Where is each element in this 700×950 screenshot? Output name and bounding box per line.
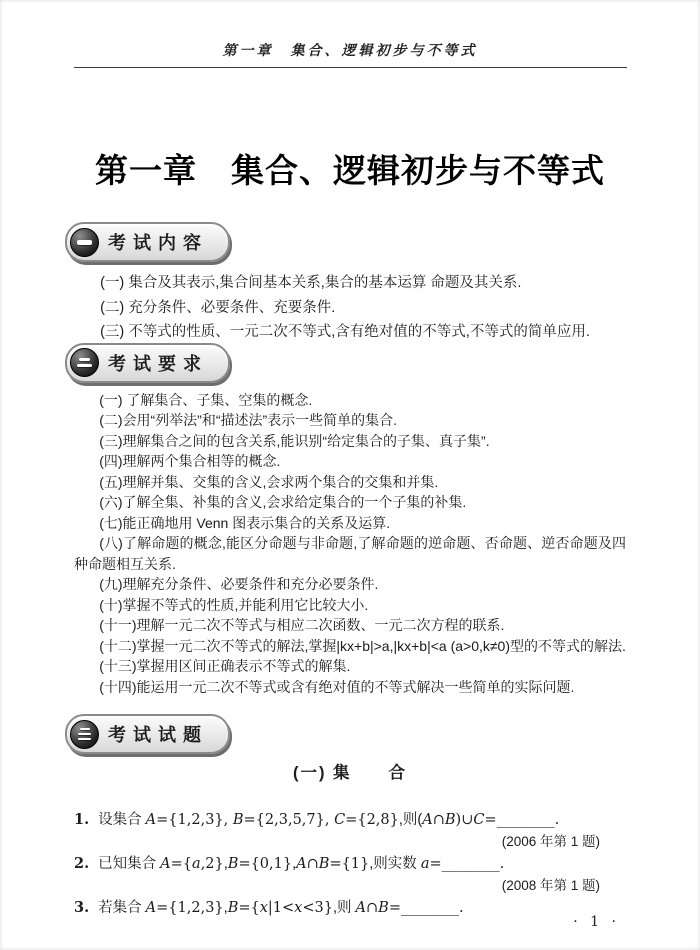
question-text-segment: 设集合 <box>98 812 146 828</box>
content-item: (三) 不等式的性质、一元二次不等式,含有绝对值的不等式,不等式的简单应用. <box>100 324 590 340</box>
question-text-segment: A <box>145 900 157 916</box>
question-text-segment: <3} <box>302 900 333 916</box>
content-item: (十二)掌握一元二次不等式的解法,掌握|kx+b|>a,|kx+b|<a (a>0,k≠0)型的不等式的解法. <box>99 637 626 654</box>
question <box>74 897 626 919</box>
question-text-segment: ,则( <box>398 812 423 828</box>
question-text-segment: C <box>473 812 485 828</box>
question <box>74 853 626 875</box>
exam-requirements-list <box>74 390 626 698</box>
question-text-segment: A <box>145 812 157 828</box>
question-text-segment: ∩ <box>366 900 379 916</box>
question-text-segment: ∩ <box>432 812 445 828</box>
question-text-segment: ={1,2,3}, <box>156 812 233 828</box>
exercise-subheading: (一) 集 合 <box>292 764 408 782</box>
content-item: (八)了解命题的概念,能区分命题与非命题,了解命题的逆命题、否命题、逆否命题及四种命题相互关系. <box>74 535 626 572</box>
content-item: (二)会用“列举法”和“描述法”表示一些简单的集合. <box>99 412 398 428</box>
circled-two-icon <box>70 348 99 377</box>
question-text-segment: 已知集合 <box>98 856 161 872</box>
question-text-segment: B <box>227 856 239 872</box>
question-text-segment: A <box>296 856 307 872</box>
question-text-segment: B <box>318 856 330 872</box>
question-text-segment: ∩ <box>306 856 319 872</box>
question-text-segment: , <box>223 900 228 916</box>
question-text-segment: , <box>292 856 297 872</box>
question-list <box>74 809 626 919</box>
question-text-segment: ={ <box>170 856 193 872</box>
question-text-segment: x <box>259 900 268 916</box>
question-text-segment: ={2,8} <box>345 812 399 828</box>
question-text-segment: a <box>192 856 201 872</box>
content-item: (十四)能运用一元二次不等式或含有绝对值的不等式解决一些简单的实际问题. <box>99 678 575 695</box>
section-badge-label: 考试要求 <box>108 353 208 374</box>
question-text-segment: ________ <box>441 856 500 872</box>
content-item: (四)理解两个集合相等的概念. <box>99 453 281 469</box>
content-item: (一) 了解集合、子集、空集的概念. <box>99 391 313 408</box>
question-text-segment: B <box>378 900 389 916</box>
section-badge-label: 考试内容 <box>108 233 208 253</box>
question-text-segment: , <box>223 856 228 872</box>
question-text-segment: B <box>232 812 244 828</box>
question-number: 3. <box>74 899 90 916</box>
chapter-title: 第一章 集合、逻辑初步与不等式 <box>95 152 605 189</box>
content-item: (一) 集合及其表示,集合间基本关系,集合的基本运算 命题及其关系. <box>100 275 522 291</box>
question-text-segment: B <box>227 900 239 916</box>
question-text-segment: ,则实数 <box>369 856 421 872</box>
question-text-segment: ,2} <box>200 856 224 872</box>
question-text-segment: x <box>294 900 303 916</box>
question-text-segment: . <box>458 900 464 916</box>
question-text-segment: ={ <box>238 900 260 916</box>
question-text-segment: A <box>160 856 171 872</box>
content-item: (九)理解充分条件、必要条件和充分必要条件. <box>99 576 379 592</box>
question-text-segment: . <box>554 812 560 828</box>
question-text-segment: = <box>484 812 497 828</box>
content-item: (六)了解全集、补集的含义,会求给定集合的一个子集的补集. <box>99 494 467 510</box>
question-text-segment: . <box>499 856 505 872</box>
question-text-segment: ={1} <box>329 856 370 872</box>
content-item: (十)掌握不等式的性质,并能利用它比较大小. <box>99 596 369 613</box>
circled-one-icon <box>70 228 99 257</box>
question-text-segment: ,则 <box>332 900 356 916</box>
page-content <box>74 148 626 919</box>
running-header: 第一章 集合、逻辑初步与不等式 <box>222 43 478 59</box>
content-item: (三)理解集合之间的包含关系,能识别“给定集合的子集、真子集”. <box>99 432 490 449</box>
question-text-segment: ={0,1} <box>238 856 293 872</box>
question-text-segment: A <box>422 812 433 828</box>
content-item: (十一)理解一元二次不等式与相应二次函数、一元二次方程的联系. <box>99 617 505 633</box>
section-badge-label: 考试试题 <box>108 725 208 745</box>
question-text-segment: )∪ <box>455 812 474 828</box>
question-text-segment: = <box>388 900 401 916</box>
question-text-segment: C <box>334 812 346 828</box>
question-text-segment: ________ <box>496 812 555 828</box>
header-divider <box>74 67 627 68</box>
content-item: (五)理解并集、交集的含义,会求两个集合的交集和并集. <box>99 473 439 490</box>
section-badge-exam-requirements <box>65 343 230 383</box>
content-item: (七)能正确地用 Venn 图表示集合的关系及运算. <box>99 514 391 531</box>
question <box>74 809 626 831</box>
question-text-segment: ={1,2,3} <box>156 900 224 916</box>
question-number: 2. <box>74 855 90 872</box>
question-text-segment: B <box>444 812 456 828</box>
question-number: 1. <box>74 811 90 828</box>
content-item: (十三)掌握用区间正确表示不等式的解集. <box>99 658 351 674</box>
page-number: · 1 · <box>573 914 620 930</box>
question-text-segment: a <box>420 856 430 872</box>
question-text-segment: ________ <box>400 900 459 916</box>
content-item: (二) 充分条件、必要条件、充要条件. <box>100 299 336 316</box>
circled-three-icon <box>70 720 99 749</box>
exam-content-list <box>74 271 626 345</box>
section-badge-exam-content <box>65 222 230 262</box>
question-text-segment: = <box>429 856 442 872</box>
question-text-segment: |1< <box>267 900 295 916</box>
question-source: (2006 年第 1 题) <box>501 834 600 849</box>
question-text-segment: ={2,3,5,7}, <box>243 812 335 828</box>
question-text-segment: 若集合 <box>98 900 146 916</box>
question-text-segment: A <box>355 900 367 916</box>
question-source: (2008 年第 1 题) <box>501 878 600 893</box>
section-badge-exam-questions <box>65 714 230 754</box>
